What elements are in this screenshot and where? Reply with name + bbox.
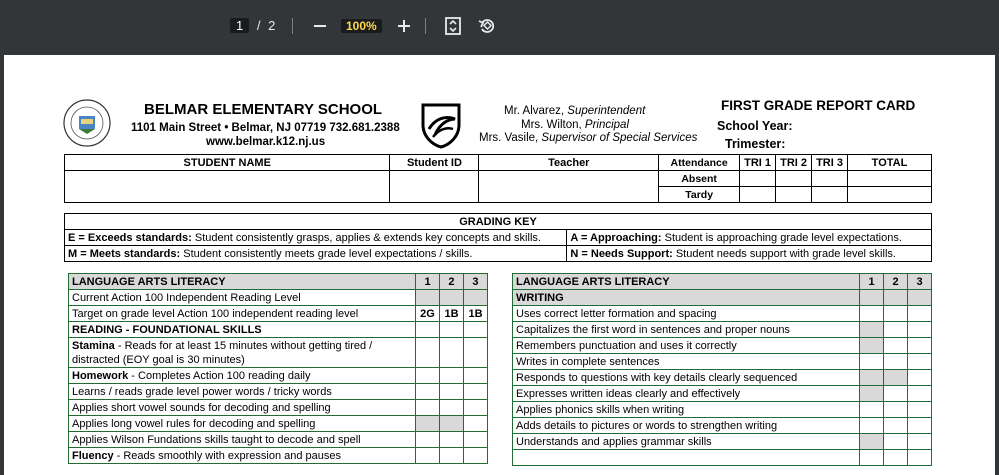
- table-row: Stamina - Reads for at least 15 minutes without getting tired / distracted (EOY goal is 30 minutes): [69, 338, 416, 368]
- tri3-header: TRI 3: [812, 155, 848, 171]
- fit-page-icon[interactable]: [442, 15, 464, 37]
- section-reading: READING - FOUNDATIONAL SKILLS: [69, 322, 416, 338]
- grading-key-title: GRADING KEY: [65, 214, 932, 230]
- school-name: BELMAR ELEMENTARY SCHOOL: [144, 101, 383, 118]
- grading-key-n: N = Needs Support: Student needs support with grade level skills.: [567, 246, 932, 262]
- table-row: Remembers punctuation and uses it correctly: [513, 338, 860, 354]
- trimester-label: Trimester:: [725, 137, 786, 151]
- pdf-toolbar: [0, 0, 999, 52]
- tri2-header: TRI 2: [776, 155, 812, 171]
- tri1-header: TRI 1: [740, 155, 776, 171]
- table-row: [513, 450, 860, 466]
- table-row: Responds to questions with key details clearly sequenced: [513, 370, 860, 386]
- grading-key-e: E = Exceeds standards: Student consistently grasps, applies & extends key concepts and skills.: [65, 230, 567, 246]
- right-col-1: 1: [860, 274, 884, 290]
- tardy-label: Tardy: [659, 187, 740, 203]
- minus-icon[interactable]: [309, 15, 331, 37]
- table-row: Applies long vowel rules for decoding and spelling: [69, 416, 416, 432]
- total-header: TOTAL: [848, 155, 932, 171]
- table-row: Applies Wilson Fundations skills taught to decode and spell: [69, 432, 416, 448]
- grading-key-table: [64, 213, 932, 262]
- student-name-header: STUDENT NAME: [65, 155, 390, 171]
- teacher-cell[interactable]: [479, 171, 659, 203]
- absent-tri1[interactable]: [740, 171, 776, 187]
- zoom-level[interactable]: [341, 15, 382, 37]
- tardy-tri2[interactable]: [776, 187, 812, 203]
- left-table-header: LANGUAGE ARTS LITERACY: [69, 274, 416, 290]
- table-row: Homework - Completes Action 100 reading daily: [69, 368, 416, 384]
- target-tri2: 1B: [440, 306, 464, 322]
- right-col-3: 3: [908, 274, 932, 290]
- school-seal-icon: [62, 98, 112, 148]
- teacher-header: Teacher: [479, 155, 659, 171]
- current-page-input[interactable]: 1: [230, 18, 249, 33]
- section-writing: WRITING: [513, 290, 860, 306]
- report-title: FIRST GRADE REPORT CARD: [721, 98, 916, 113]
- school-logo-icon: [419, 101, 463, 149]
- left-literacy-table: [68, 273, 488, 464]
- toolbar-divider: [292, 18, 293, 34]
- total-pages: 2: [268, 18, 276, 33]
- page-separator: /: [256, 18, 261, 33]
- table-row: Target on grade level Action 100 independent reading level: [69, 306, 416, 322]
- supervisor-line: Mrs. Vasile, Supervisor of Special Services: [479, 132, 698, 144]
- student-info-table: [64, 154, 932, 203]
- absent-label: Absent: [659, 171, 740, 187]
- school-year-label: School Year:: [717, 119, 793, 133]
- principal-line: Mrs. Wilton, Principal: [521, 119, 630, 131]
- page-indicator[interactable]: [230, 15, 275, 37]
- absent-total[interactable]: [848, 171, 932, 187]
- superintendent-line: Mr. Alvarez, Superintendent: [504, 105, 646, 117]
- absent-tri2[interactable]: [776, 171, 812, 187]
- absent-tri3[interactable]: [812, 171, 848, 187]
- student-id-header: Student ID: [390, 155, 479, 171]
- table-row: Uses correct letter formation and spacing: [513, 306, 860, 322]
- grading-key-a: A = Approaching: Student is approaching grade level expectations.: [567, 230, 932, 246]
- tardy-tri3[interactable]: [812, 187, 848, 203]
- toolbar-divider: [425, 18, 426, 34]
- table-row: Learns / reads grade level power words / tricky words: [69, 384, 416, 400]
- school-website: www.belmar.k12.nj.us: [206, 136, 326, 148]
- rotate-icon[interactable]: [476, 15, 498, 37]
- table-row: Applies phonics skills when writing: [513, 402, 860, 418]
- pdf-page: [4, 55, 995, 475]
- left-col-3: 3: [463, 274, 487, 290]
- table-row: Fluency - Reads smoothly with expression and pauses: [69, 448, 416, 464]
- table-row: Writes in complete sentences: [513, 354, 860, 370]
- student-name-cell[interactable]: [65, 171, 390, 203]
- table-row: Adds details to pictures or words to strengthen writing: [513, 418, 860, 434]
- table-row: Expresses written ideas clearly and effectively: [513, 386, 860, 402]
- attendance-header: Attendance: [659, 155, 740, 171]
- left-col-2: 2: [440, 274, 464, 290]
- student-id-cell[interactable]: [390, 171, 479, 203]
- left-col-1: 1: [416, 274, 440, 290]
- table-row: Capitalizes the first word in sentences and proper nouns: [513, 322, 860, 338]
- table-row: Understands and applies grammar skills: [513, 434, 860, 450]
- tardy-total[interactable]: [848, 187, 932, 203]
- target-tri3: 1B: [463, 306, 487, 322]
- table-row: Applies short vowel sounds for decoding and spelling: [69, 400, 416, 416]
- plus-icon[interactable]: [393, 15, 415, 37]
- table-row: Current Action 100 Independent Reading Level: [69, 290, 416, 306]
- target-tri1: 2G: [416, 306, 440, 322]
- grading-key-m: M = Meets standards: Student consistently meets grade level expectations / skills.: [65, 246, 567, 262]
- tardy-tri1[interactable]: [740, 187, 776, 203]
- right-literacy-table: [512, 273, 932, 466]
- right-col-2: 2: [884, 274, 908, 290]
- zoom-input[interactable]: 100%: [341, 19, 382, 33]
- right-table-header: LANGUAGE ARTS LITERACY: [513, 274, 860, 290]
- school-address: 1101 Main Street • Belmar, NJ 07719 732.681.2388: [131, 122, 400, 134]
